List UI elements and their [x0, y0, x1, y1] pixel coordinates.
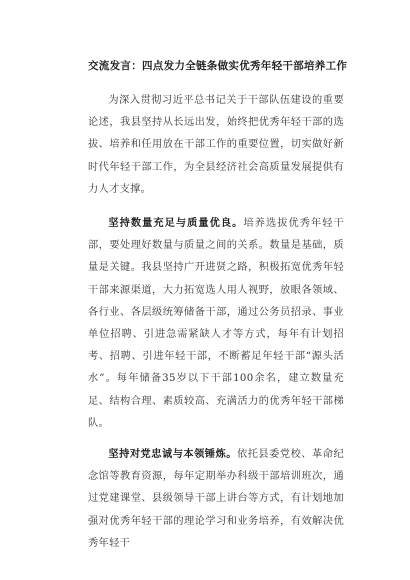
paragraph-quantity-quality — [88, 212, 344, 435]
paragraph-text: 依托县委党校、革命纪念馆等教育资源，每年定期举办科级干部培训班次，通过党建课堂、县级领导干部上讲台等方式，有计划地加强对优秀年轻干部的理论学习和业务培养，有效解决优秀年轻干 — [88, 449, 344, 549]
paragraph-text: 为深入贯彻习近平总书记关于干部队伍建设的重要论述，我县坚持从长远出发，始终把优秀年轻干部的选拔、培养和任用放在干部工作的重要位置，切实做好新时代年轻干部工作，为全县经济社会高质量发展提供有力人才支撑。 — [88, 95, 344, 195]
paragraph-lead: 坚持数量充足与质量优良。 — [108, 217, 244, 229]
paragraph-text: 培养选拔优秀年轻干部，要处理好数量与质量之间的关系。数量是基础，质量是关键。我县坚持广开进贤之路，积极拓宽优秀年轻干部来源渠道，大力拓宽选人用人视野，放眼各领域、各行业、各层级统筹储备干部，通过公务员招录、事业单位招聘、引进急需紧缺人才等方式，每年有计划招考、招聘、引进年轻干部，不断蓄足年轻干部“源头活水”。每年储备35岁以下干部100余名，建立数量充足、结构合理、素质较高、充满活力的优秀年轻干部梯队。 — [88, 218, 344, 429]
paragraph-loyalty-skills — [88, 443, 344, 555]
document-title: 交流发言：四点发力全链条做实优秀年轻干部培养工作 — [88, 60, 348, 72]
paragraph-intro — [88, 90, 344, 201]
paragraph-lead: 坚持对党忠诚与本领锤炼。 — [108, 448, 237, 460]
